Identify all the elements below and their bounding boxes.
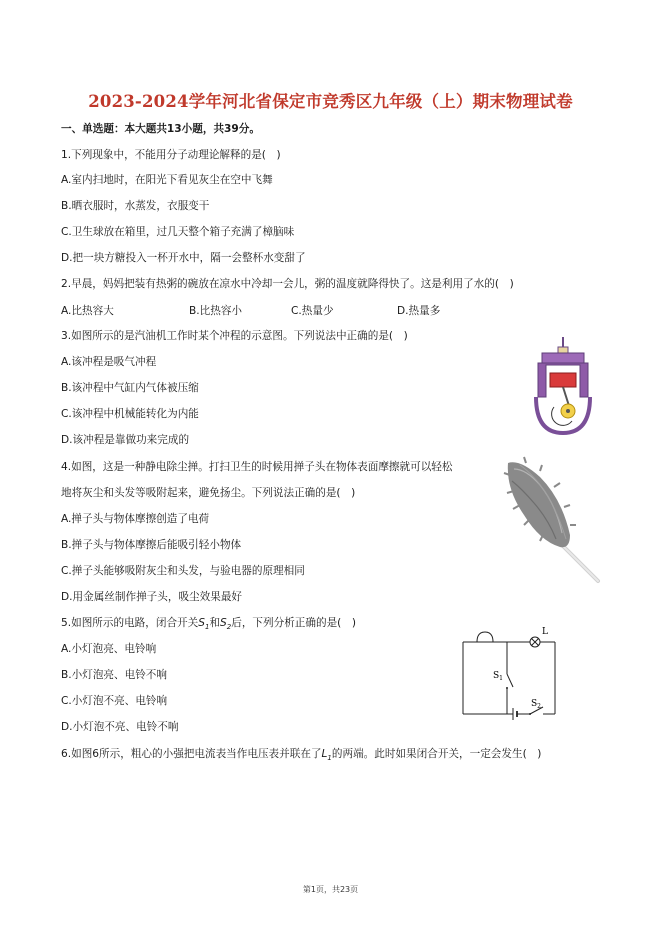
lamp-icon bbox=[530, 637, 540, 647]
q6-stem-pre: 6.如图6所示，粗心的小强把电流表当作电压表并联在了 bbox=[61, 748, 322, 760]
q6-stem-l: L bbox=[321, 748, 328, 760]
q4-stem-line1: 4.如图，这是一种静电除尘掸。打扫卫生的时候用掸子头在物体表面摩擦就可以轻松 bbox=[61, 461, 453, 473]
engine-stroke-figure bbox=[528, 335, 598, 435]
q5-stem-s2: S bbox=[220, 617, 227, 629]
q1-option-b: B.晒衣服时，水蒸发，衣服变干 bbox=[61, 200, 210, 212]
q3-stem: 3.如图所示的是汽油机工作时某个冲程的示意图。下列说法中正确的是( ) bbox=[61, 330, 408, 342]
q2-stem: 2.早晨，妈妈把装有热粥的碗放在凉水中冷却一会儿，粥的温度就降得快了。这是利用了水的( ) bbox=[61, 278, 514, 290]
q3-option-a: A.该冲程是吸气冲程 bbox=[61, 356, 157, 368]
q6-stem-l-sub: 1 bbox=[327, 754, 332, 763]
q4-option-b: B.掸子头与物体摩擦后能吸引轻小物体 bbox=[61, 539, 242, 551]
bell-icon bbox=[477, 632, 493, 642]
battery-icon bbox=[513, 708, 523, 720]
q5-stem-s1: S bbox=[198, 617, 205, 629]
q5-stem-pre: 5.如图所示的电路，闭合开关 bbox=[61, 617, 199, 629]
q3-option-c: C.该冲程中机械能转化为内能 bbox=[61, 408, 199, 420]
static-duster-figure bbox=[500, 455, 605, 585]
q5-stem-s2-sub: 2 bbox=[226, 623, 232, 632]
q4-option-c: C.掸子头能够吸附灰尘和头发，与验电器的原理相同 bbox=[61, 565, 305, 577]
q1-option-c: C.卫生球放在箱里，过几天整个箱子充满了樟脑味 bbox=[61, 226, 295, 238]
switch-s2-label: $S_2$ bbox=[531, 699, 541, 710]
circuit-diagram bbox=[455, 622, 565, 722]
q5-stem-mid: 和 bbox=[209, 617, 221, 629]
q2-option-c: C.热量少 bbox=[291, 305, 334, 317]
page-title: 2023-2024学年河北省保定市竞秀区九年级（上）期末物理试卷 bbox=[88, 92, 573, 111]
switch-s1-label: $S_1$ bbox=[493, 671, 503, 682]
q3-option-b: B.该冲程中气缸内气体被压缩 bbox=[61, 382, 199, 394]
q2-option-a: A.比热容大 bbox=[61, 305, 114, 317]
q2-option-d: D.热量多 bbox=[397, 305, 441, 317]
q4-option-d: D.用金属丝制作掸子头，吸尘效果最好 bbox=[61, 591, 243, 603]
section-heading: 一、单选题：本大题共13小题，共39分。 bbox=[61, 123, 260, 135]
q2-option-b: B.比热容小 bbox=[189, 305, 243, 317]
q1-option-d: D.把一块方糖投入一杯开水中，隔一会整杯水变甜了 bbox=[61, 252, 306, 264]
q1-stem: 1.下列现象中，不能用分子动理论解释的是( ) bbox=[61, 149, 281, 161]
lamp-label: L bbox=[542, 627, 548, 637]
q5-option-a: A.小灯泡亮、电铃响 bbox=[61, 643, 157, 655]
q4-stem-line2: 地将灰尘和头发等吸附起来，避免扬尘。下列说法正确的是( ) bbox=[61, 487, 356, 499]
q3-option-d: D.该冲程是靠做功来完成的 bbox=[61, 434, 190, 446]
q5-stem-post: 后，下列分析正确的是( ) bbox=[231, 617, 357, 629]
q4-option-a: A.掸子头与物体摩擦创造了电荷 bbox=[61, 513, 210, 525]
q5-option-b: B.小灯泡亮、电铃不响 bbox=[61, 669, 167, 681]
q5-option-d: D.小灯泡不亮、电铃不响 bbox=[61, 721, 179, 733]
q5-option-c: C.小灯泡不亮、电铃响 bbox=[61, 695, 168, 707]
q6-stem-post: 的两端。此时如果闭合开关，一定会发生( ) bbox=[331, 748, 542, 760]
q5-stem-s1-sub: 1 bbox=[204, 623, 210, 632]
switch-s1-icon bbox=[506, 674, 513, 689]
q1-option-a: A.室内扫地时，在阳光下看见灰尘在空中飞舞 bbox=[61, 174, 273, 186]
q5-stem bbox=[61, 616, 356, 634]
page-footer: 第1页，共23页 bbox=[302, 885, 359, 894]
q6-stem bbox=[61, 747, 541, 765]
